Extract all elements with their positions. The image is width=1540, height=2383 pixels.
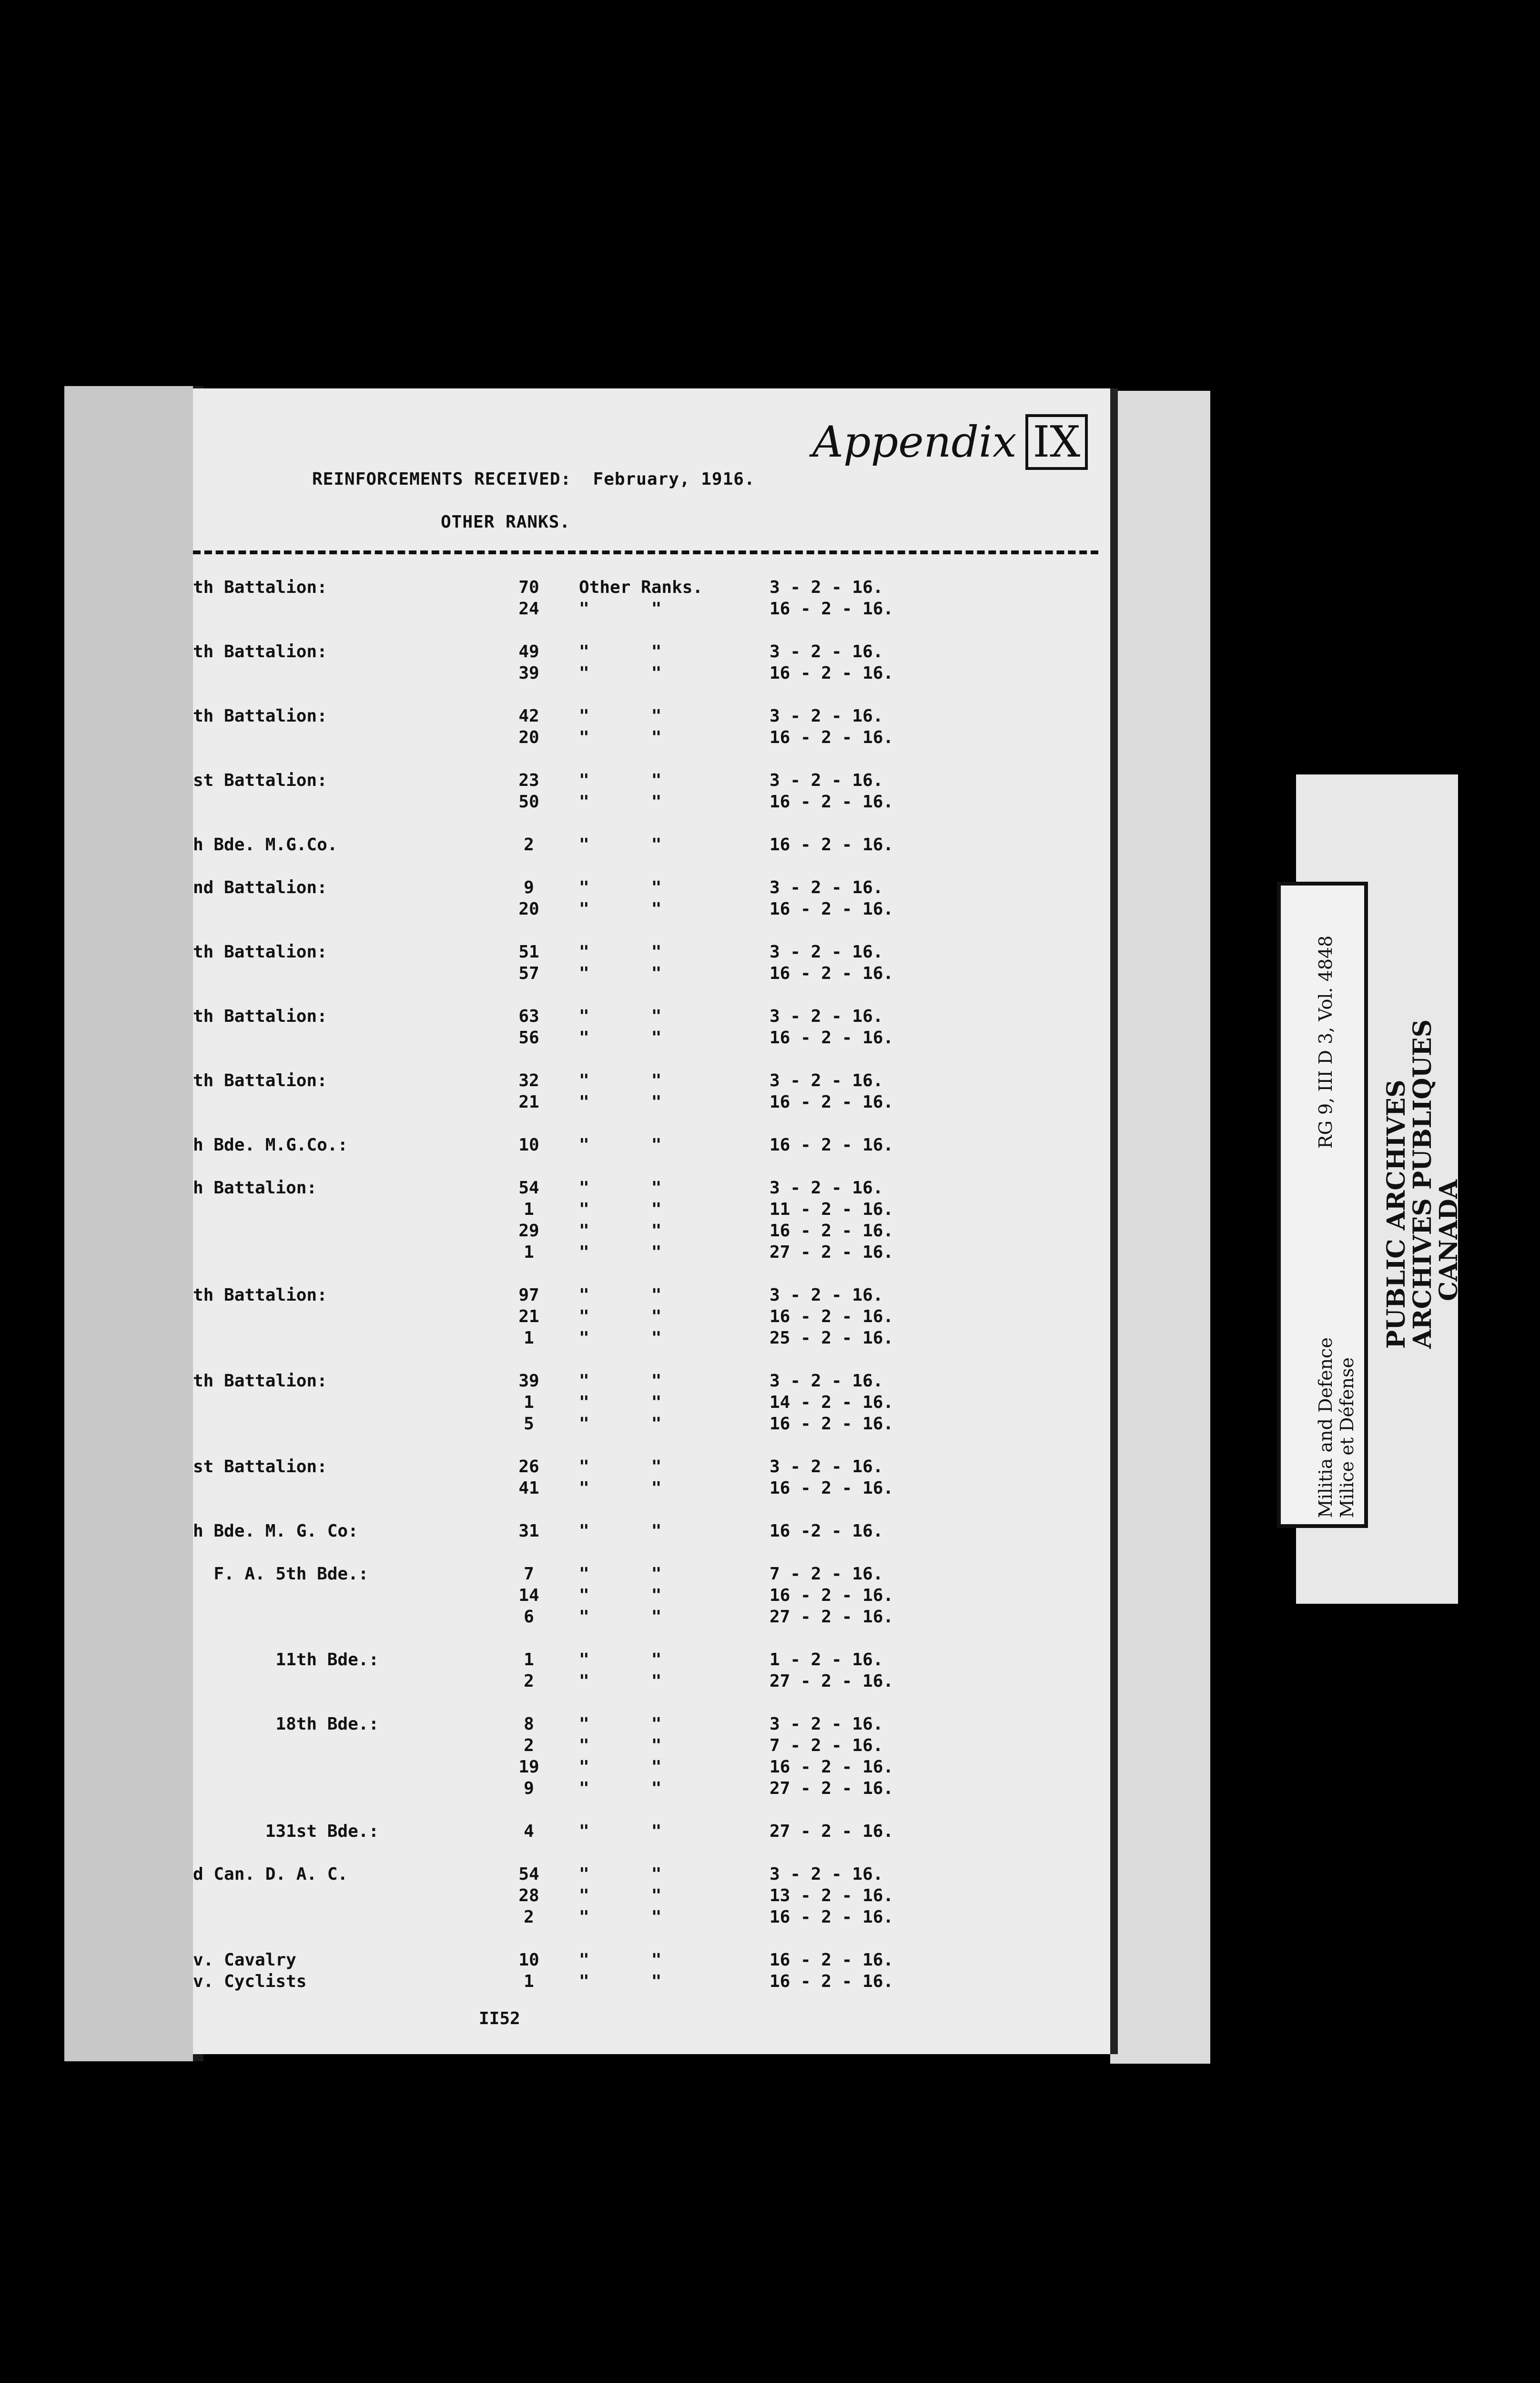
row-count: 14 [518, 1586, 539, 1605]
row-count: 10 [518, 1135, 539, 1155]
archives-name-fr: ARCHIVES PUBLIQUES [1408, 1019, 1437, 1349]
row-date: 27 - 2 - 16. [770, 1779, 894, 1798]
row-label: 131st Bde.: [193, 1822, 379, 1841]
row-label [193, 662, 479, 684]
row-ranks: " " [579, 1521, 662, 1541]
table-row [193, 1735, 1003, 1756]
table-row [193, 1885, 1003, 1906]
row-label: F. A. 5th Bde.: [193, 1564, 369, 1584]
row-ranks: " " [579, 1028, 662, 1048]
row-ranks: " " [579, 1371, 662, 1391]
row-date: 3 - 2 - 16. [770, 878, 883, 897]
table-row [193, 1027, 1003, 1049]
row-label [193, 1885, 479, 1906]
row-date: 16 - 2 - 16. [770, 1757, 894, 1777]
row-date: 3 - 2 - 16. [770, 1371, 883, 1391]
row-count: 23 [518, 771, 539, 790]
row-ranks: " " [579, 1200, 662, 1219]
row-gap [193, 1113, 1003, 1134]
row-ranks: " " [579, 1586, 662, 1605]
row-date: 7 - 2 - 16. [770, 1564, 883, 1584]
row-ranks: " " [579, 792, 662, 812]
row-label: h Bde. M.G.Co.: [193, 1135, 348, 1155]
table-row [193, 641, 1003, 662]
row-label: th Battalion: [193, 706, 327, 726]
row-ranks: " " [579, 1478, 662, 1498]
row-date: 16 - 2 - 16. [770, 1907, 894, 1927]
table-row [193, 963, 1003, 984]
row-ranks: " " [579, 964, 662, 983]
row-ranks: " " [579, 728, 662, 747]
row-date: 16 - 2 - 16. [770, 1972, 894, 1991]
row-ranks: " " [579, 1221, 662, 1241]
table-row [193, 1756, 1003, 1778]
row-label [193, 1242, 479, 1263]
page-subtitle: OTHER RANKS. [441, 512, 571, 532]
row-label: d Can. D. A. C. [193, 1864, 348, 1884]
row-count: 1 [524, 1393, 534, 1412]
row-label [193, 1670, 479, 1692]
row-ranks: " " [579, 1907, 662, 1927]
row-label: st Battalion: [193, 1457, 327, 1477]
row-date: 16 - 2 - 16. [770, 1950, 894, 1970]
row-gap [193, 748, 1003, 770]
archives-country: CANADA [1434, 1179, 1463, 1301]
table-row [193, 898, 1003, 920]
row-label [193, 1413, 479, 1435]
row-gap [193, 1842, 1003, 1864]
row-label [193, 1091, 479, 1113]
row-gap [193, 1156, 1003, 1177]
row-count: 2 [524, 1907, 534, 1927]
row-label [193, 898, 479, 920]
row-date: 16 - 2 - 16. [770, 599, 894, 619]
table-row [193, 1177, 1003, 1199]
table-row [193, 1520, 1003, 1542]
row-count: 2 [524, 1671, 534, 1691]
row-label: v. Cyclists [193, 1972, 307, 1991]
table-row [193, 1949, 1003, 1971]
table-row [193, 834, 1003, 855]
row-ranks: " " [579, 1328, 662, 1348]
row-label: h Battalion: [193, 1178, 317, 1198]
annotation-roman: IX [1025, 414, 1088, 470]
row-ranks: " " [579, 1007, 662, 1026]
row-date: 16 - 2 - 16. [770, 663, 894, 683]
row-count: 1 [524, 1200, 534, 1219]
row-count: 20 [518, 899, 539, 919]
row-label: nd Battalion: [193, 878, 327, 897]
row-date: 3 - 2 - 16. [770, 1007, 883, 1026]
row-label [193, 1306, 479, 1327]
row-label: st Battalion: [193, 771, 327, 790]
table-row [193, 1370, 1003, 1392]
row-ranks: " " [579, 663, 662, 683]
row-date: 16 - 2 - 16. [770, 1478, 894, 1498]
row-count: 54 [518, 1864, 539, 1884]
row-gap [193, 1692, 1003, 1713]
row-count: 2 [524, 1736, 534, 1755]
table-row [193, 770, 1003, 791]
row-ranks: " " [579, 1414, 662, 1434]
row-date: 16 - 2 - 16. [770, 964, 894, 983]
table-row [193, 1199, 1003, 1220]
row-gap [193, 855, 1003, 877]
row-ranks: " " [579, 1178, 662, 1198]
table-row [193, 1456, 1003, 1477]
row-ranks: " " [579, 1714, 662, 1734]
table-row [193, 577, 1003, 598]
row-date: 16 - 2 - 16. [770, 1586, 894, 1605]
row-ranks: " " [579, 878, 662, 897]
table-row [193, 662, 1003, 684]
row-label [193, 727, 479, 748]
row-count: 41 [518, 1478, 539, 1498]
row-ranks: " " [579, 1736, 662, 1755]
row-date: 1 - 2 - 16. [770, 1650, 883, 1670]
row-count: 24 [518, 599, 539, 619]
row-gap [193, 1628, 1003, 1649]
department-fr: Milice et Défense [1337, 1357, 1358, 1518]
row-count: 9 [524, 1779, 534, 1798]
table-row [193, 1606, 1003, 1628]
row-count: 20 [518, 728, 539, 747]
table-row [193, 727, 1003, 748]
table-row [193, 1220, 1003, 1242]
row-label: th Battalion: [193, 1071, 327, 1090]
row-count: 1 [524, 1972, 534, 1991]
row-count: 39 [518, 1371, 539, 1391]
row-date: 16 - 2 - 16. [770, 899, 894, 919]
row-gap [193, 620, 1003, 641]
table-row [193, 1477, 1003, 1499]
row-date: 7 - 2 - 16. [770, 1736, 883, 1755]
archive-reference: RG 9, III D 3, Vol. 4848 [1315, 935, 1336, 1149]
row-date: 27 - 2 - 16. [770, 1822, 894, 1841]
row-count: 1 [524, 1242, 534, 1262]
table-row [193, 1906, 1003, 1928]
row-ranks: " " [579, 771, 662, 790]
row-count: 56 [518, 1028, 539, 1048]
row-count: 32 [518, 1071, 539, 1090]
row-label [193, 1027, 479, 1049]
row-label: th Battalion: [193, 578, 327, 597]
row-gap [193, 1928, 1003, 1949]
row-count: 97 [518, 1285, 539, 1305]
page-number: II52 [479, 2009, 520, 2028]
table-row [193, 1563, 1003, 1585]
row-date: 27 - 2 - 16. [770, 1242, 894, 1262]
row-label [193, 1327, 479, 1349]
row-date: 3 - 2 - 16. [770, 1714, 883, 1734]
row-label [193, 1585, 479, 1606]
row-ranks: " " [579, 942, 662, 962]
row-label: th Battalion: [193, 1371, 327, 1391]
table-row [193, 1821, 1003, 1842]
row-date: 16 - 2 - 16. [770, 1092, 894, 1112]
row-date: 16 - 2 - 16. [770, 835, 894, 855]
department-en: Militia and Defence [1315, 1337, 1336, 1518]
row-count: 10 [518, 1950, 539, 1970]
table-row [193, 1070, 1003, 1091]
row-label [193, 963, 479, 984]
table-row [193, 1327, 1003, 1349]
row-ranks: " " [579, 1071, 662, 1090]
row-label: h Bde. M. G. Co: [193, 1521, 358, 1541]
row-gap [193, 1435, 1003, 1456]
table-row [193, 1864, 1003, 1885]
row-date: 16 - 2 - 16. [770, 1221, 894, 1241]
row-date: 13 - 2 - 16. [770, 1886, 894, 1905]
row-ranks: " " [579, 1307, 662, 1326]
table-row [193, 941, 1003, 963]
table-row [193, 1134, 1003, 1156]
row-gap [193, 1049, 1003, 1070]
row-ranks: " " [579, 1092, 662, 1112]
row-count: 8 [524, 1714, 534, 1734]
row-date: 3 - 2 - 16. [770, 642, 883, 662]
row-gap [193, 813, 1003, 834]
row-count: 21 [518, 1307, 539, 1326]
row-label: th Battalion: [193, 1007, 327, 1026]
row-date: 27 - 2 - 16. [770, 1671, 894, 1691]
row-label [193, 1756, 479, 1778]
table-row [193, 877, 1003, 898]
row-label [193, 1199, 479, 1220]
row-label: h Bde. M.G.Co. [193, 835, 338, 855]
row-ranks: " " [579, 1950, 662, 1970]
row-date: 3 - 2 - 16. [770, 771, 883, 790]
row-ranks: " " [579, 642, 662, 662]
row-gap [193, 920, 1003, 941]
row-ranks: Other Ranks. [579, 578, 703, 597]
row-count: 28 [518, 1886, 539, 1905]
row-ranks: " " [579, 899, 662, 919]
row-ranks: " " [579, 1564, 662, 1584]
row-gap [193, 1263, 1003, 1284]
row-count: 7 [524, 1564, 534, 1584]
row-ranks: " " [579, 1972, 662, 1991]
row-gap [193, 684, 1003, 705]
table-row [193, 1091, 1003, 1113]
row-ranks: " " [579, 1135, 662, 1155]
row-ranks: " " [579, 1650, 662, 1670]
archives-name-en: PUBLIC ARCHIVES [1382, 1079, 1411, 1349]
table-row [193, 1649, 1003, 1670]
row-count: 50 [518, 792, 539, 812]
row-count: 2 [524, 835, 534, 855]
row-date: 16 - 2 - 16. [770, 1414, 894, 1434]
right-page-edge [1110, 391, 1210, 2064]
row-ranks: " " [579, 1457, 662, 1477]
row-count: 54 [518, 1178, 539, 1198]
table-row [193, 1306, 1003, 1327]
row-count: 6 [524, 1607, 534, 1627]
table-row [193, 1713, 1003, 1735]
row-date: 3 - 2 - 16. [770, 942, 883, 962]
left-page-edge [64, 386, 203, 2061]
row-ranks: " " [579, 1393, 662, 1412]
table-row [193, 791, 1003, 813]
row-date: 3 - 2 - 16. [770, 1178, 883, 1198]
table-row [193, 1392, 1003, 1413]
row-label: v. Cavalry [193, 1950, 296, 1970]
row-count: 57 [518, 964, 539, 983]
reinforcements-table [193, 577, 1003, 1992]
row-date: 16 -2 - 16. [770, 1521, 883, 1541]
row-label [193, 1220, 479, 1242]
row-gap [193, 984, 1003, 1006]
row-date: 16 - 2 - 16. [770, 1307, 894, 1326]
row-date: 16 - 2 - 16. [770, 1135, 894, 1155]
row-date: 3 - 2 - 16. [770, 1864, 883, 1884]
row-count: 63 [518, 1007, 539, 1026]
row-count: 9 [524, 878, 534, 897]
row-date: 16 - 2 - 16. [770, 792, 894, 812]
table-row [193, 705, 1003, 727]
row-count: 21 [518, 1092, 539, 1112]
row-count: 39 [518, 663, 539, 683]
table-row [193, 1284, 1003, 1306]
row-ranks: " " [579, 1757, 662, 1777]
row-label: th Battalion: [193, 642, 327, 662]
table-row [193, 1413, 1003, 1435]
row-date: 14 - 2 - 16. [770, 1393, 894, 1412]
row-date: 27 - 2 - 16. [770, 1607, 894, 1627]
row-date: 3 - 2 - 16. [770, 1071, 883, 1090]
handwritten-annotation [812, 417, 1088, 467]
row-gap [193, 1542, 1003, 1563]
row-date: 11 - 2 - 16. [770, 1200, 894, 1219]
row-date: 25 - 2 - 16. [770, 1328, 894, 1348]
row-count: 1 [524, 1328, 534, 1348]
row-ranks: " " [579, 706, 662, 726]
row-count: 5 [524, 1414, 534, 1434]
row-count: 19 [518, 1757, 539, 1777]
table-row [193, 1971, 1003, 1992]
row-ranks: " " [579, 599, 662, 619]
row-date: 3 - 2 - 16. [770, 706, 883, 726]
table-row [193, 1006, 1003, 1027]
dashed-divider [193, 550, 1098, 554]
row-label [193, 1392, 479, 1413]
row-ranks: " " [579, 1607, 662, 1627]
row-count: 31 [518, 1521, 539, 1541]
row-date: 3 - 2 - 16. [770, 1457, 883, 1477]
row-count: 29 [518, 1221, 539, 1241]
row-gap [193, 1349, 1003, 1370]
row-ranks: " " [579, 1864, 662, 1884]
row-date: 16 - 2 - 16. [770, 728, 894, 747]
row-ranks: " " [579, 1242, 662, 1262]
row-label [193, 598, 479, 620]
table-row [193, 1778, 1003, 1799]
table-row [193, 598, 1003, 620]
row-count: 1 [524, 1650, 534, 1670]
row-ranks: " " [579, 1285, 662, 1305]
row-count: 49 [518, 642, 539, 662]
row-date: 3 - 2 - 16. [770, 1285, 883, 1305]
row-label [193, 1735, 479, 1756]
row-label: 18th Bde.: [193, 1714, 379, 1734]
row-count: 4 [524, 1822, 534, 1841]
row-gap [193, 1499, 1003, 1520]
row-label [193, 1906, 479, 1928]
row-ranks: " " [579, 1886, 662, 1905]
row-label: th Battalion: [193, 1285, 327, 1305]
row-label [193, 1477, 479, 1499]
table-row [193, 1242, 1003, 1263]
document-page [193, 388, 1118, 2054]
page-title: REINFORCEMENTS RECEIVED: February, 1916. [312, 469, 755, 489]
row-count: 51 [518, 942, 539, 962]
annotation-text: Appendix [812, 417, 1017, 467]
row-ranks: " " [579, 835, 662, 855]
row-label [193, 1606, 479, 1628]
row-count: 26 [518, 1457, 539, 1477]
row-count: 42 [518, 706, 539, 726]
row-ranks: " " [579, 1779, 662, 1798]
row-label [193, 791, 479, 813]
table-row [193, 1585, 1003, 1606]
row-count: 70 [518, 578, 539, 597]
row-date: 3 - 2 - 16. [770, 578, 883, 597]
table-row [193, 1670, 1003, 1692]
row-ranks: " " [579, 1671, 662, 1691]
row-gap [193, 1799, 1003, 1821]
row-label: 11th Bde.: [193, 1650, 379, 1670]
row-ranks: " " [579, 1822, 662, 1841]
row-date: 16 - 2 - 16. [770, 1028, 894, 1048]
row-label [193, 1778, 479, 1799]
row-label: th Battalion: [193, 942, 327, 962]
